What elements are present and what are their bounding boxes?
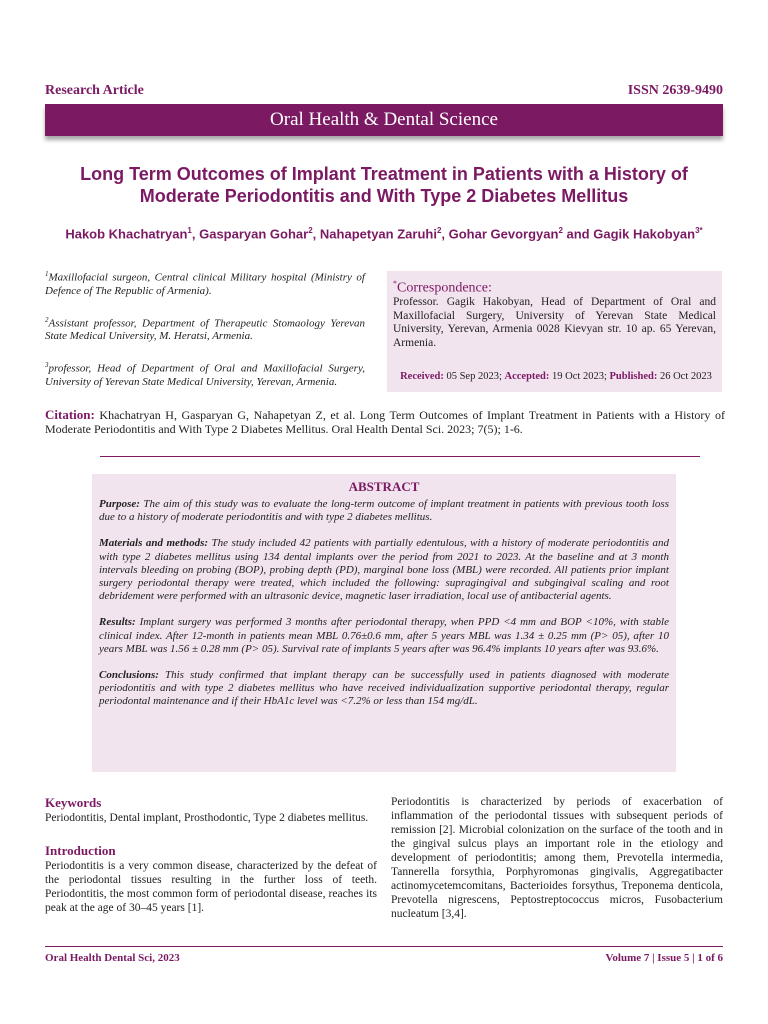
affiliation-sup: 2 bbox=[45, 315, 49, 324]
abstract-methods-label: Materials and methods: bbox=[99, 537, 209, 550]
divider bbox=[100, 456, 700, 457]
affiliation-text: Maxillofacial surgeon, Central clinical Military hospital (Ministry of Defence of The Republic of Armenia). bbox=[45, 271, 365, 297]
journal-banner: Oral Health & Dental Science bbox=[45, 104, 723, 136]
abstract-purpose-text: The aim of this study was to evaluate the long-term outcome of implant treatment in patients with previous tooth loss due to a history of moderate periodontitis and with type 2 diabetes mellitus. bbox=[99, 498, 669, 524]
correspondence-title bbox=[393, 279, 492, 297]
author-list bbox=[55, 222, 713, 242]
author-name: Gasparyan Gohar bbox=[199, 226, 309, 242]
abstract-body bbox=[99, 498, 669, 722]
footer-journal: Oral Health Dental Sci, 2023 bbox=[45, 952, 180, 964]
affiliations bbox=[45, 268, 365, 405]
affiliation-text: Assistant professor, Department of Therapeutic Stomaology Yerevan State Medical University, M. Heratsi, Armenia. bbox=[45, 317, 365, 343]
author-affil-sup: 3* bbox=[695, 226, 703, 235]
author-separator: , bbox=[191, 226, 200, 242]
correspondence-text: Professor. Gagik Hakobyan, Head of Department of Oral and Maxillofacial Surgery, University of Yerevan State Medical University, Yerevan, Armenia 0028 Kievyan str. 10 ap. 65 Yerevan, Armenia. bbox=[393, 296, 716, 349]
abstract-conclusions-label: Conclusions: bbox=[99, 669, 159, 682]
introduction-heading: Introduction bbox=[45, 843, 116, 858]
affiliation-sup: 3 bbox=[45, 361, 49, 370]
affiliation-sup: 1 bbox=[45, 270, 49, 278]
correspondence-title-text: Correspondence: bbox=[397, 280, 492, 296]
author-name: Nahapetyan Zaruhi bbox=[319, 226, 437, 242]
citation-label: Citation: bbox=[45, 407, 95, 422]
abstract-conclusions bbox=[99, 669, 669, 709]
author-affil-sup: 2 bbox=[308, 226, 313, 235]
accepted-date: 19 Oct 2023; bbox=[549, 371, 610, 382]
correspondence-sup: * bbox=[393, 279, 397, 288]
author-separator: , bbox=[441, 226, 449, 242]
paper-title: Long Term Outcomes of Implant Treatment in Patients with a History of Moderate Periodontitis and With Type 2 Diabetes Mellitus bbox=[80, 164, 688, 206]
abstract-results-text: Implant surgery was performed 3 months after periodontal therapy, when PPD <4 mm and BOP <10%, with stable clinical index. After 12-month in patients mean MBL 0.76±0.6 mm, after 5 years MBL was 1.34 ± 0.25 mm (P> 05), after 10 years MBL was 1.56 ± 0.28 mm (P> 05). Survival rate of implants 5 years after was 96.4% implants 10 years after was 93.6%. bbox=[99, 616, 669, 655]
author-name: Gohar Gevorgyan bbox=[448, 226, 559, 242]
affiliation-text: professor, Head of Department of Oral and Maxillofacial Surgery, University of Yerevan State Medical University, Yerevan, Armenia. bbox=[45, 362, 365, 388]
abstract-purpose-label: Purpose: bbox=[99, 498, 140, 510]
received-date: 05 Sep 2023; bbox=[443, 371, 505, 382]
abstract-methods-text: The study included 42 patients with partially edentulous, with a history of moderate periodontitis and with type 2 diabetes mellitus using 134 dental implants over the period from 2021 to 2023. At the baseline and at 3 month intervals bleeding on probing (BOP), probing depth (PD), marginal bone loss (MBL) were recorded. All patients prior implant surgery periodontal therapy were treated, which included the following: supragingival and subgingival scaling and root debridement were performed with an ultrasonic device, magnetic laser irradiation, local use of antibacterial agents. bbox=[99, 537, 669, 603]
introduction-para: Periodontitis is a very common disease, characterized by the defeat of the periodontal tissues resulting in the further loss of teeth. Periodontitis, the most common form of periodontal disease, reaches its peak at the age of 30–45 years [1]. bbox=[45, 860, 377, 914]
abstract-results bbox=[99, 616, 669, 656]
abstract-conclusions-text: This study confirmed that implant therapy can be successfully used in patients diagnosed with moderate periodontitis and with type 2 diabetes mellitus who have received individualization supportive periodontal therapy, regular periodontal maintenance and if their HbA1c level was <7.2% or less than 154 mg/dL. bbox=[99, 669, 669, 708]
author-affil-sup: 2 bbox=[558, 226, 563, 235]
abstract-methods bbox=[99, 537, 669, 603]
right-column bbox=[391, 795, 723, 921]
accepted-label: Accepted: bbox=[504, 371, 550, 382]
citation-text: Khachatryan H, Gasparyan G, Nahapetyan Z, et al. Long Term Outcomes of Implant Treatment in Patients with a History of Moderate Periodontitis and With Type 2 Diabetes Mellitus. Oral Health Dental Sci. 2023; 7(5); 1-6. bbox=[45, 408, 725, 436]
keywords-heading: Keywords bbox=[45, 795, 102, 810]
abstract-heading: ABSTRACT bbox=[348, 479, 420, 494]
author-affil-sup: 1 bbox=[187, 226, 192, 235]
published-date: 26 Oct 2023 bbox=[657, 371, 712, 382]
footer-page-info: Volume 7 | Issue 5 | 1 of 6 bbox=[605, 952, 723, 964]
introduction-para: Periodontitis is characterized by periods of exacerbation of inflammation of the periodontal tissues with subsequent periods of remission [2]. Microbial colonization on the surface of the tooth and in the gingival sulcus plays an important role in the etiology and development of periodontitis; among them, Prevotella intermedia, Tannerella forsythia, Porphyromonas gingivalis, Aggregatibacter actinomycetemcomitans, Bacterioides forsythus, Treponema denticola, Prevotella nigrescens, Peptostreptococcus micros, Fusobacterium nucleatum [3,4]. bbox=[391, 796, 723, 920]
affiliation-item bbox=[45, 268, 365, 298]
published-label: Published: bbox=[609, 371, 658, 382]
citation bbox=[45, 408, 725, 436]
affiliation-item bbox=[45, 359, 365, 389]
author-affil-sup: 2 bbox=[436, 226, 442, 235]
received-label: Received: bbox=[400, 371, 444, 382]
abstract-purpose bbox=[99, 498, 669, 524]
abstract-results-label: Results: bbox=[99, 616, 136, 629]
left-column bbox=[45, 795, 377, 915]
author-separator: , bbox=[312, 226, 320, 242]
keywords-text: Periodontitis, Dental implant, Prosthodontic, Type 2 diabetes mellitus. bbox=[45, 812, 369, 824]
affiliation-item bbox=[45, 314, 365, 344]
author-name: Hakob Khachatryan bbox=[65, 226, 188, 242]
publication-dates bbox=[393, 371, 719, 382]
author-name: Gagik Hakobyan bbox=[593, 226, 696, 242]
footer-divider bbox=[45, 946, 723, 947]
article-type-label: Research Article bbox=[45, 83, 144, 98]
issn-label: ISSN 2639-9490 bbox=[627, 83, 723, 98]
author-separator: and bbox=[562, 226, 594, 242]
